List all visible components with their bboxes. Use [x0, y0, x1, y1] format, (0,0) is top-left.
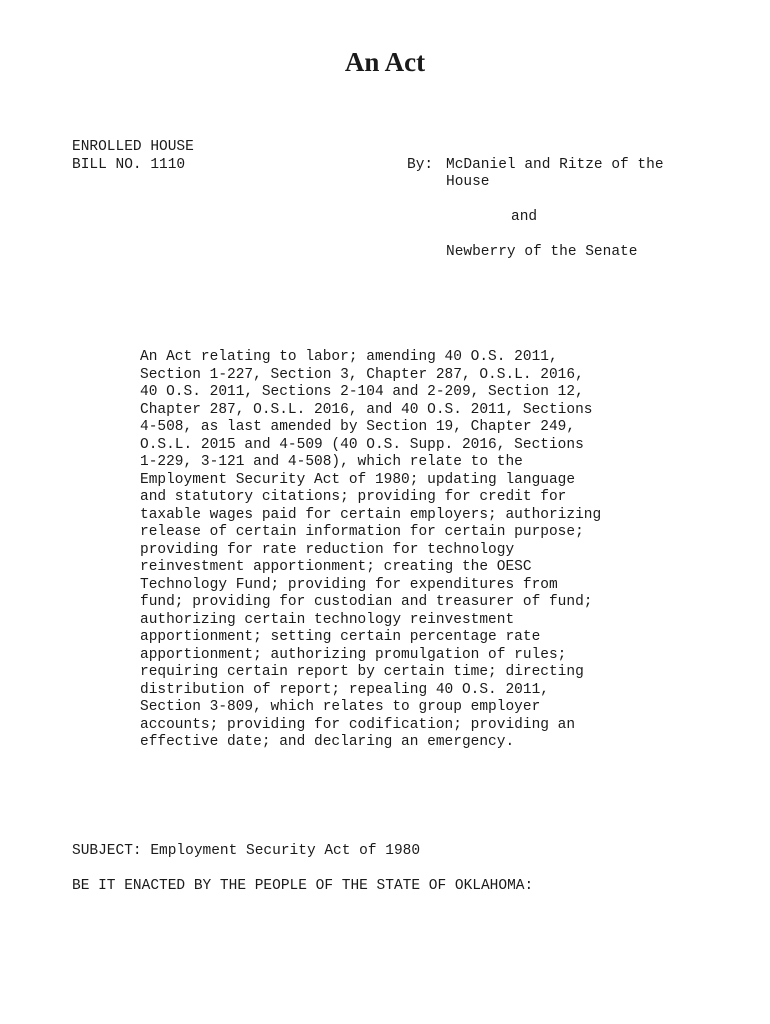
summary-line: Chapter 287, O.S.L. 2016, and 40 O.S. 2011, Sections [140, 401, 593, 418]
summary-line: requiring certain report by certain time; directing [140, 664, 584, 680]
summary-line: O.S.L. 2015 and 4-509 (40 O.S. Supp. 2016, Sections [140, 436, 584, 453]
summary-line: providing for rate reduction for technology [140, 541, 515, 558]
summary-line: authorizing certain technology reinvestment [140, 611, 515, 628]
summary-line: An Act relating to labor; amending 40 O.S. 2011, [140, 349, 558, 365]
summary-line: distribution of report; repealing 40 O.S. 2011, [140, 681, 549, 698]
summary-line: reinvestment apportionment; creating the OESC [140, 559, 532, 575]
summary-line: 40 O.S. 2011, Sections 2-104 and 2-209, Section 12, [140, 384, 584, 400]
summary-line: and statutory citations; providing for credit for [140, 489, 567, 505]
summary-line: Technology Fund; providing for expenditures from [140, 576, 558, 593]
act-summary [140, 349, 640, 752]
summary-line: apportionment; authorizing promulgation of rules; [140, 646, 567, 663]
enacting-clause: BE IT ENACTED BY THE PEOPLE OF THE STATE OF OKLAHOMA: [72, 878, 534, 894]
summary-line: accounts; providing for codification; providing an [140, 716, 576, 733]
summary-line: 1-229, 3-121 and 4-508), which relate to the [140, 454, 523, 470]
senate-sponsors: Newberry of the Senate [446, 244, 638, 260]
subject-line: SUBJECT: Employment Security Act of 1980 [72, 843, 421, 859]
summary-line: apportionment; setting certain percentage rate [140, 629, 541, 645]
summary-line: 4-508, as last amended by Section 19, Chapter 249, [140, 419, 576, 435]
and-connector: and [511, 209, 538, 225]
summary-line: Section 3-809, which relates to group employer [140, 699, 541, 715]
summary-line: effective date; and declaring an emergency. [140, 734, 515, 750]
house-sponsors-continued: House [446, 174, 490, 190]
bill-number: BILL NO. 1110 [72, 157, 186, 173]
bill-label-line1: ENROLLED HOUSE [72, 139, 194, 155]
summary-line: Employment Security Act of 1980; updating language [140, 471, 576, 488]
house-sponsors: McDaniel and Ritze of the [446, 157, 664, 173]
summary-line: taxable wages paid for certain employers; authorizing [140, 506, 602, 523]
summary-line: fund; providing for custodian and treasurer of fund; [140, 594, 593, 610]
document-title: An Act [344, 47, 426, 77]
by-label: By: [407, 157, 434, 173]
summary-line: Section 1-227, Section 3, Chapter 287, O.S.L. 2016, [140, 366, 584, 383]
summary-line: release of certain information for certain purpose; [140, 524, 584, 540]
